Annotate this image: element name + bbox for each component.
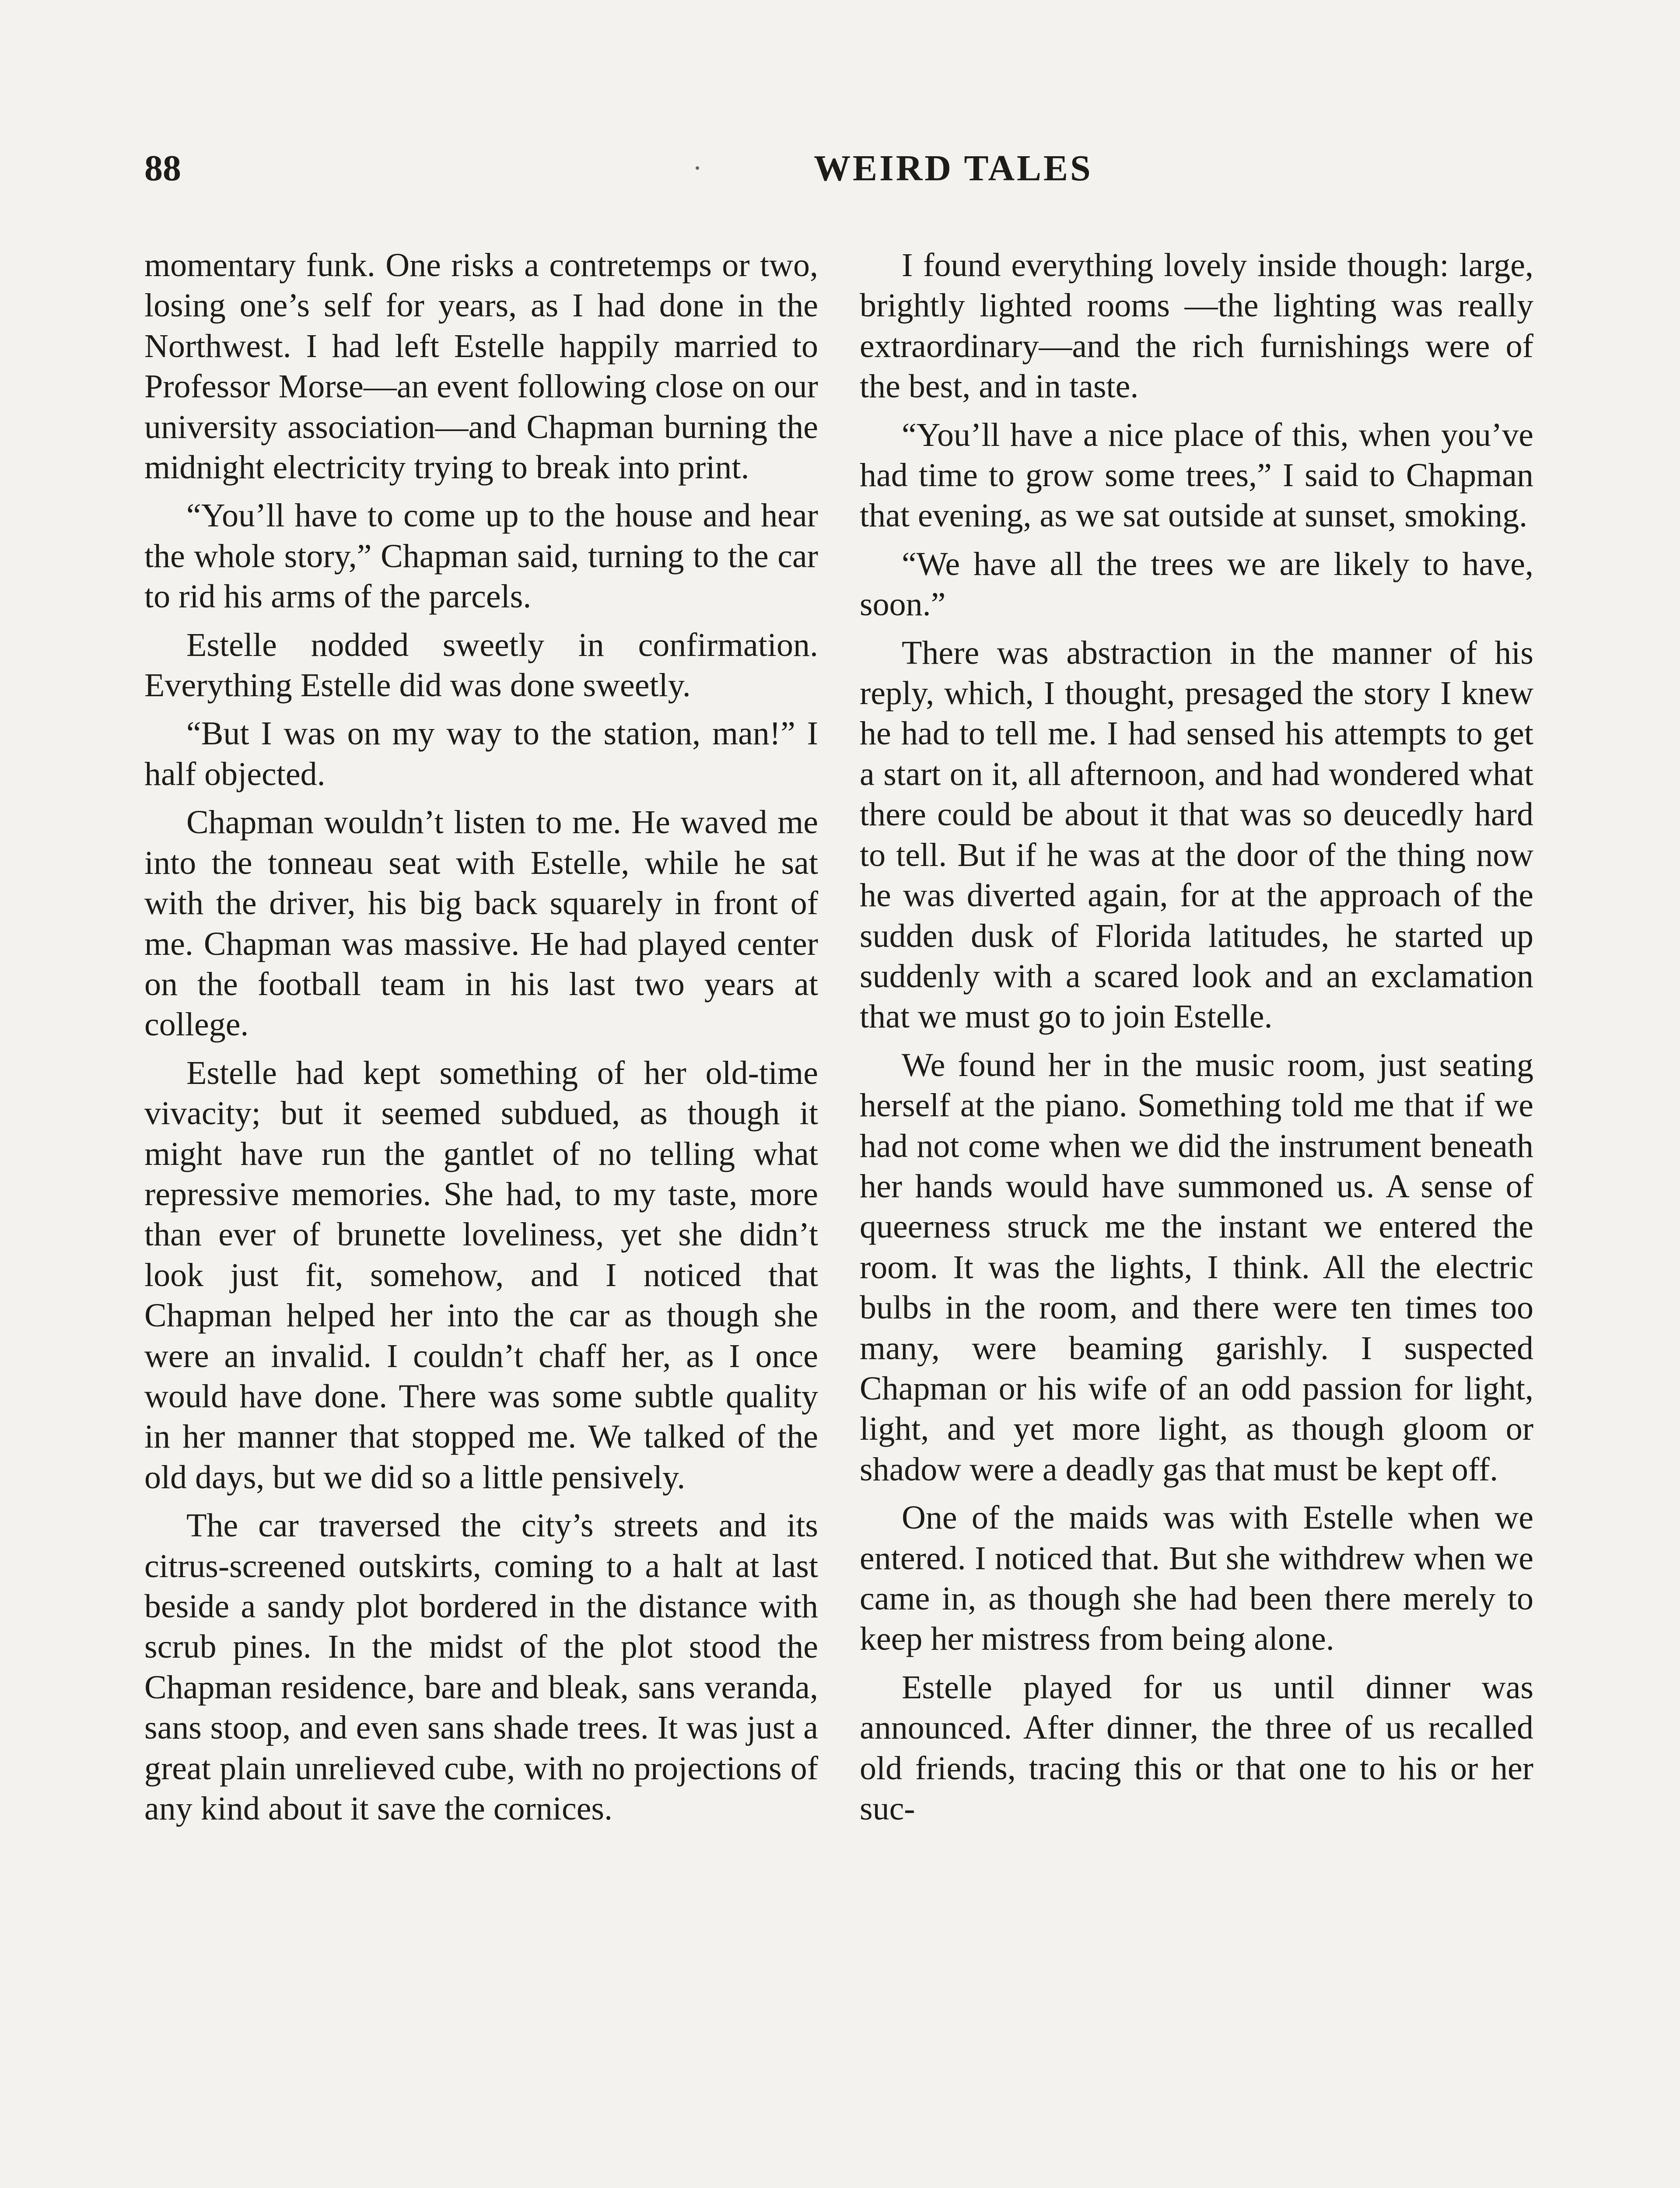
running-title: WEIRD TALES [814,148,1093,189]
paragraph: “We have all the trees we are likely to have, soon.” [860,545,1533,623]
paragraph: “You’ll have a nice place of this, when you’ve had time to grow some trees,” I said to Chapman that evening, as we sat outside at sunset, smoking. [860,416,1533,534]
paragraph: One of the maids was with Estelle when we entered. I noticed that. But she withdrew when we came in, as though she had been there merely to keep her mistress from being alone. [860,1499,1533,1658]
paragraph: Estelle had kept something of her old-time vivacity; but it seemed subdued, as though it might have run the gantlet of no telling what repressive memories. She had, to my taste, more than ever of brunette loveliness, yet she didn’t look just fit, somehow, and I noticed that Chapman helped her into the car as though she were an invalid. I couldn’t chaff her, as I once would have done. There was some subtle quality in her manner that stopped me. We talked of the old days, but we did so a little pensively. [144,1054,818,1496]
right-column [860,245,1533,1837]
paragraph: I found everything lovely inside though: large, brightly lighted rooms —the lighting was really extraordinary—and the rich furnishings were of the best, and in taste. [860,247,1533,405]
paragraph: We found her in the music room, just seating herself at the piano. Something told me that if we had not come when we did the instrument beneath her hands would have summoned us. A sense of queerness struck me the instant we entered the room. It was the lights, I think. All the electric bulbs in the room, and there were ten times too many, were beaming garishly. I suspected Chapman or his wife of an odd passion for light, light, and yet more light, as though gloom or shadow were a deadly gas that must be kept off. [860,1046,1533,1488]
paragraph: momentary funk. One risks a contretemps or two, losing one’s self for years, as I had done in the Northwest. I had left Estelle happily married to Professor Morse—an event following close on our university association—and Chapman burning the midnight electricity trying to break into print. [144,247,818,486]
left-column [144,245,818,1837]
paragraph: “But I was on my way to the station, man!” I half objected. [144,715,818,792]
paragraph: Estelle nodded sweetly in confirmation. Everything Estelle did was done sweetly. [144,626,818,704]
paragraph: “You’ll have to come up to the house and hear the whole story,” Chapman said, turning to the car to rid his arms of the parcels. [144,497,818,615]
page-number: 88 [144,148,181,189]
paragraph: There was abstraction in the manner of his reply, which, I thought, presaged the story I knew he had to tell me. I had sensed his attempts to get a start on it, all afternoon, and had wondered what there could be about it that was so deucedly hard to tell. But if he was at the door of the thing now he was diverted again, for at the approach of the sudden dusk of Florida latitudes, he started up suddenly with a scared look and an exclamation that we must go to join Estelle. [860,634,1533,1035]
paragraph: Chapman wouldn’t listen to me. He waved me into the tonneau seat with Estelle, while he sat with the driver, his big back squarely in front of me. Chapman was massive. He had played center on the football team in his last two years at college. [144,804,818,1043]
paragraph: Estelle played for us until dinner was announced. After dinner, the three of us recalled old friends, tracing this or that one to his or her suc- [860,1669,1533,1827]
header-dot [696,166,699,170]
paragraph: The car traversed the city’s streets and its citrus-screened outskirts, coming to a halt at last beside a sandy plot bordered in the distance with scrub pines. In the midst of the plot stood the Chapman residence, bare and bleak, sans veranda, sans stoop, and even sans shade trees. It was just a great plain unrelieved cube, with no projections of any kind about it save the cornices. [144,1507,818,1827]
page-header [144,144,1536,193]
